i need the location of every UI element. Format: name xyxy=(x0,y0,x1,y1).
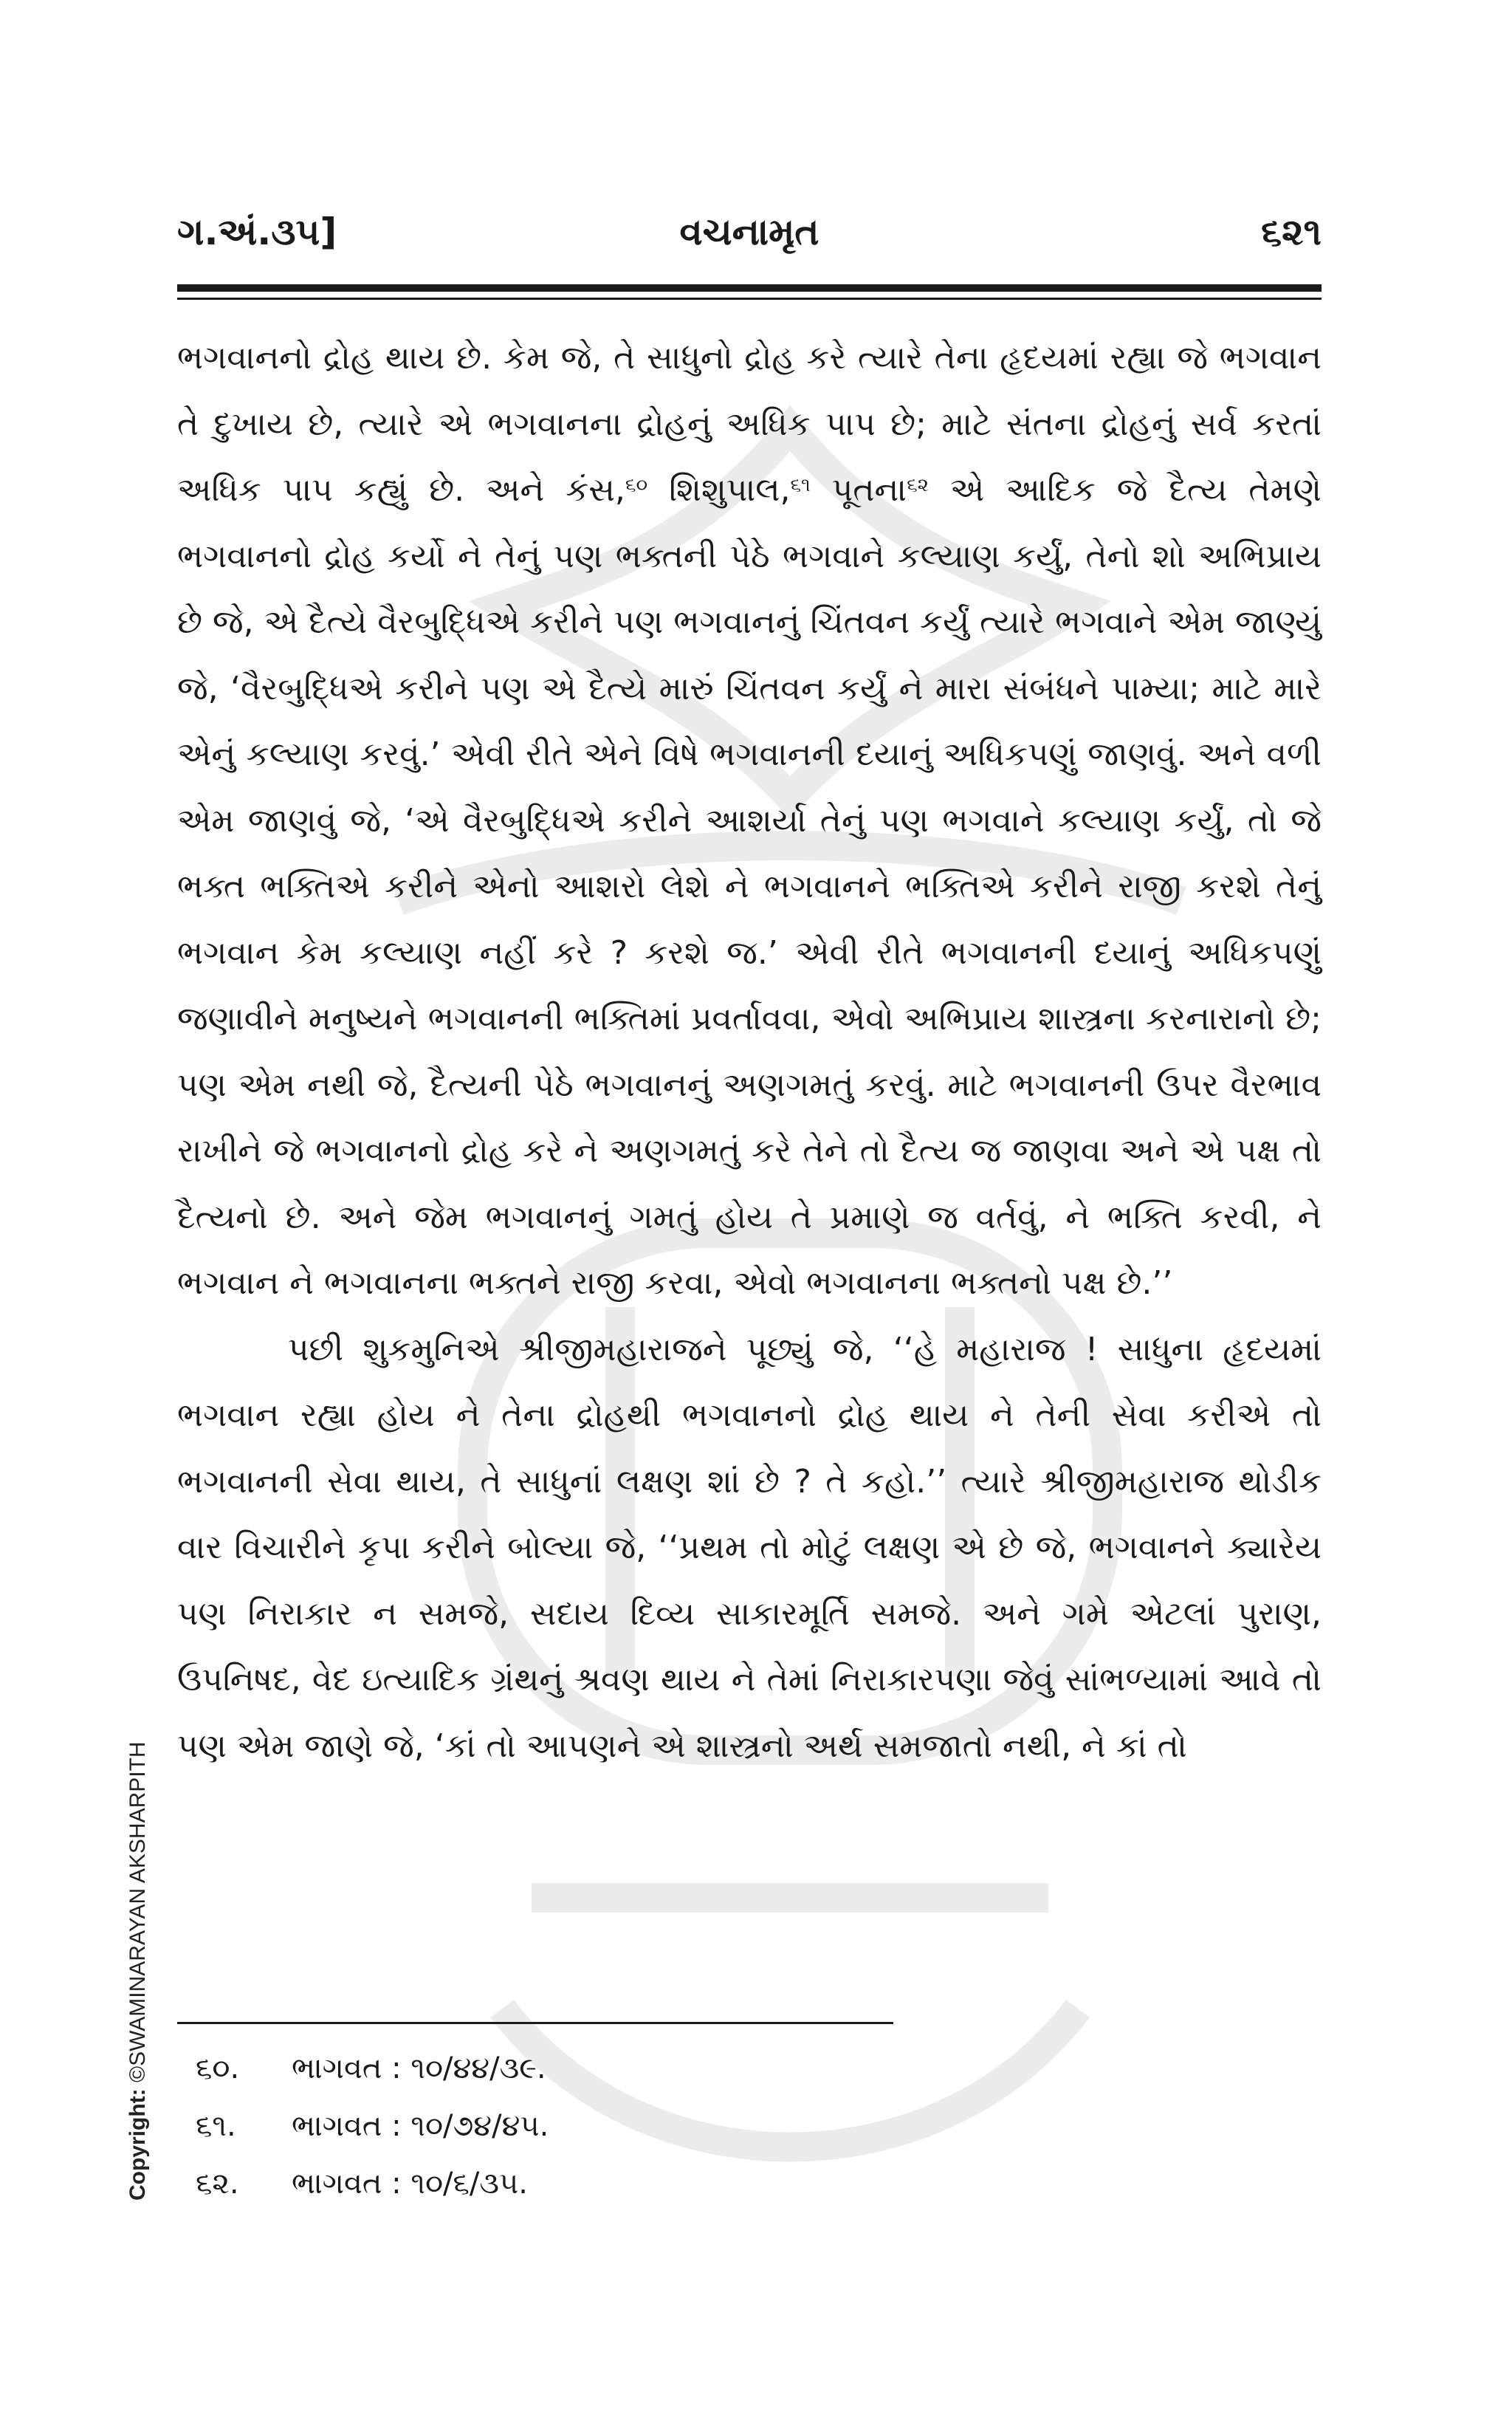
copyright-holder: ©SWAMINARAYAN AKSHARPITH xyxy=(126,1741,150,2089)
footnote-61 xyxy=(196,2097,549,2155)
page-number: ૬૨૧ xyxy=(1261,210,1322,253)
text-run: પછી શુકમુનિએ શ્રીજીમહારાજને પૂછ્યું જે, ‘‘હે મહારાજ ! સાધુના હૃદયમાં ભગવાન રહ્યા હોય ને તેના દ્રોહથી ભગવાનનો દ્રોહ થાય ને તેની સેવા કરીએ તો ભગવાનની સેવા થાય, તે સાધુનાં લક્ષણ શાં છે ? તે કહો.’’ ત્યારે શ્રીજીમહારાજ થોડીક વાર વિચારીને કૃપા કરીને બોલ્યા જે, ‘‘પ્રથમ તો મોટું લક્ષણ એ છે જે, ભગવાનને ક્યારેય પણ નિરાકાર ન સમજે, સદાય દિવ્ય સાકારમૂર્તિ સમજે. અને ગમે એટલાં પુરાણ, ઉપનિષદ, વેદ ઇત્યાદિક ગ્રંથનું શ્રવણ થાય ને તેમાં નિરાકારપણા જેવું સાંભળ્યામાં આવે તો પણ એમ જાણે જે, ‘કાં તો આપણને એ શાસ્ત્રનો અર્થ સમજાતો નથી, ને કાં તો xyxy=(177,1330,1322,1765)
footnotes xyxy=(196,2040,549,2212)
header-rule-thin xyxy=(177,298,1322,300)
paragraph-1 xyxy=(177,325,1322,1317)
footnote-60 xyxy=(196,2040,549,2097)
footnote-62 xyxy=(196,2155,549,2212)
footnote-number: ૬૨. xyxy=(196,2167,239,2201)
footnote-text: ભાગવત : ૧૦/૪૪/૩૯. xyxy=(292,2051,546,2085)
footnote-number: ૬૧. xyxy=(196,2109,236,2143)
text-run: શિશુપાલ, xyxy=(647,471,791,509)
chapter-reference: ગ.અં.૩૫] xyxy=(177,210,337,253)
paragraph-2 xyxy=(177,1317,1322,1780)
footnote-text: ભાગવત : ૧૦/૬/૩૫. xyxy=(292,2167,529,2201)
book-title: વચનામૃત xyxy=(679,210,819,253)
text-run: ભગવાનનો દ્રોહ થાય છે. કેમ જે, તે સાધુનો દ્રોહ કરે ત્યારે તેના હૃદયમાં રહ્યા જે ભગવાન તે દુખાય છે, ત્યારે એ ભગવાનના દ્રોહનું અધિક પાપ છે; માટે સંતના દ્રોહનું સર્વ કરતાં અધિક પાપ કહ્યું છે. અને કંસ, xyxy=(177,339,1322,509)
footnote-number: ૬૦. xyxy=(196,2051,240,2085)
footnote-text: ભાગવત : ૧૦/૭૪/૪૫. xyxy=(292,2109,549,2143)
footnote-separator xyxy=(177,2022,893,2024)
header-rule-thick xyxy=(177,284,1322,292)
copyright-label: Copyright: xyxy=(126,2088,150,2201)
running-header xyxy=(177,210,1322,277)
copyright-notice xyxy=(126,1741,151,2201)
footnote-marker-62[interactable]: ૬૨ xyxy=(907,474,929,496)
footnote-marker-61[interactable]: ૬૧ xyxy=(790,474,811,496)
footnote-marker-60[interactable]: ૬૦ xyxy=(625,474,648,496)
text-run: પૂતના xyxy=(810,471,907,509)
body-text xyxy=(177,325,1322,1779)
text-run: એ આદિક જે દૈત્ય તેમણે ભગવાનનો દ્રોહ કર્યો ને તેનું પણ ભક્તની પેઠે ભગવાને કલ્યાણ કર્યું, તેનો શો અભિપ્રાય છે જે, એ દૈત્યે વૈરબુદ્ધિએ કરીને પણ ભગવાનનું ચિંતવન કર્યું ત્યારે ભગવાને એમ જાણ્યું જે, ‘વૈરબુદ્ધિએ કરીને પણ એ દૈત્યે મારું ચિંતવન કર્યું ને મારા સંબંધને પામ્યા; માટે મારે એનું કલ્યાણ કરવું.’ એવી રીતે એને વિષે ભગવાનની દયાનું અધિકપણું જાણવું. અને વળી એમ જાણવું જે, ‘એ વૈરબુદ્ધિએ કરીને આશર્યા તેનું પણ ભગવાને કલ્યાણ કર્યું, તો જે ભક્ત ભક્તિએ કરીને એનો આશરો લેશે ને ભગવાનને ભક્તિએ કરીને રાજી કરશે તેનું ભગવાન કેમ કલ્યાણ નહીં કરે ? કરશે જ.’ એવી રીતે ભગવાનની દયાનું અધિકપણું જણાવીને મનુષ્યને ભગવાનની ભક્તિમાં પ્રવર્તાવવા, એવો અભિપ્રાય શાસ્ત્રના કરનારાનો છે; પણ એમ નથી જે, દૈત્યની પેઠે ભગવાનનું અણગમતું કરવું. માટે ભગવાનની ઉપર વૈરભાવ રાખીને જે ભગવાનનો દ્રોહ કરે ને અણગમતું કરે તેને તો દૈત્ય જ જાણવા અને એ પક્ષ તો દૈત્યનો છે. અને જેમ ભગવાનનું ગમતું હોય તે પ્રમાણે જ વર્તવું, ને ભક્તિ કરવી, ને ભગવાન ને ભગવાનના ભક્તને રાજી કરવા, એવો ભગવાનના ભક્તનો પક્ષ છે.’’ xyxy=(177,471,1322,1302)
